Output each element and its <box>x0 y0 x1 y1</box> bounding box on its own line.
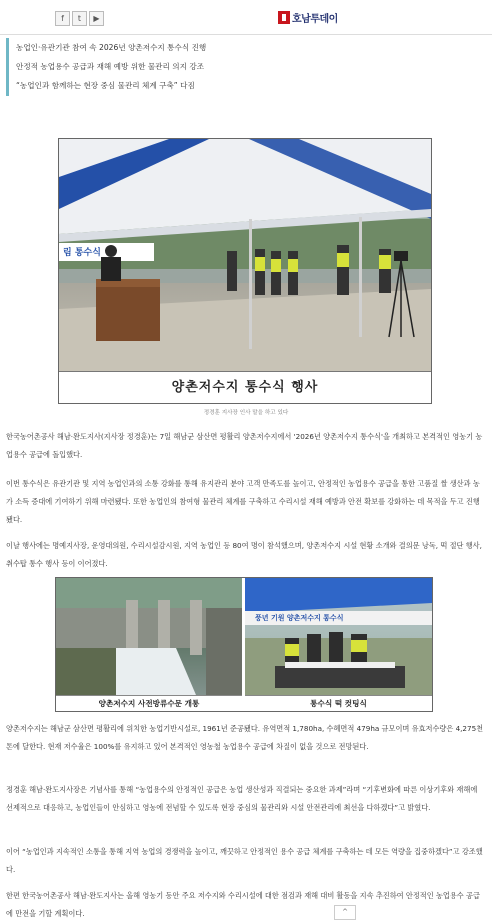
article-paragraph: 정경훈 해남·완도지사장은 기념사를 통해 “농업용수의 안정적인 공급은 농업 생산성과 직결되는 중요한 과제”라며 “기후변화에 따른 이상기후와 재해에 선제적으로 대응하고, 농업인들이 안심하고 영농에 전념할 수 있도록 현장 중심의 물관리와 시설 안전관리에 최선을 다하겠다”고 밝혔다. <box>6 785 478 812</box>
summary-line: 안정적 농업용수 공급과 재해 예방 위한 물관리 의지 강조 <box>16 62 205 71</box>
photo-title-band: 양촌저수지 통수식 행사 <box>59 371 431 404</box>
secondary-photo <box>55 577 433 712</box>
tent-banner-text: 림 통수식 <box>63 248 101 258</box>
logo-text: 호남투데이 <box>292 14 338 25</box>
summary-line: “농업인과 함께하는 현장 중심 물관리 체계 구축” 다짐 <box>16 81 195 90</box>
cake-cutting-photo <box>245 578 432 695</box>
logo-mark-icon <box>278 11 290 24</box>
main-photo <box>58 138 432 404</box>
photo-caption: 정경훈 지사장 인사 말을 하고 있다 <box>203 410 289 416</box>
article-paragraph: 이어 “농업인과 지속적인 소통을 통해 지역 농업의 경쟁력을 높이고, 깨끗하고 안정적인 용수 공급 체계를 구축하는 데 모든 역량을 집중하겠다”고 강조했다. <box>6 847 483 874</box>
top-bar <box>0 0 492 35</box>
article-paragraph: 양촌저수지는 해남군 삼산면 평활리에 위치한 농업기반시설로, 1961년 준공됐다. 유역면적 1,780ha, 수혜면적 479ha 규모이며 유효저수량은 4,275천톤에 달한다. 현재 저수율은 100%를 유지하고 있어 본격적인 영농철 농업용수 공급에 차질이 없을 것으로 전망된다. <box>6 724 484 751</box>
summary-line: 농업인·유관기관 참여 속 2026년 양촌저수지 통수식 진행 <box>16 43 207 52</box>
youtube-icon[interactable]: ▶ <box>89 11 104 26</box>
scroll-to-top-button[interactable]: ^ <box>334 905 356 920</box>
photo-scene <box>59 139 431 371</box>
article-paragraph: 이번 통수식은 유관기관 및 지역 농업인과의 소통 강화를 통해 유지관리 분야 고객 만족도를 높이고, 안정적인 농업용수 공급을 통한 고품질 쌀 생산과 농가 소득 증대에 기여하기 위해 마련됐다. 또한 농업인의 참여형 물관리 체계를 구축하고 수리시설 재해 예방과 안전 확보를 강화하는 데 목적을 두고 진행됐다. <box>6 479 480 524</box>
photo-caption-left: 양촌저수지 사전방류수문 개통 <box>56 695 242 712</box>
photo-caption-right: 통수식 떡 컷팅식 <box>245 695 432 712</box>
article-paragraph: 이날 행사에는 명예지사장, 운영대의원, 수리시설감시원, 지역 농업인 등 80여 명이 참석했으며, 양촌저수지 시설 현황 소개와 결의문 낭독, 떡 절단 행사, 취수탑 통수 행사 등이 이어졌다. <box>6 541 482 568</box>
article-summary <box>6 38 487 96</box>
article-paragraph: 한국농어촌공사 해남·완도지사(지사장 정경훈)는 7일 해남군 삼산면 평활리 양촌저수지에서 '2026년 양촌저수지 통수식'을 개최하고 본격적인 영농기 농업용수 공급에 돌입했다. <box>6 432 483 459</box>
facebook-icon[interactable]: f <box>55 11 70 26</box>
article-paragraph: 한편 한국농어촌공사 해남·완도지사는 올해 영농기 동안 주요 저수지와 수리시설에 대한 점검과 재해 대비 활동을 지속 추진하여 안정적인 농업용수 공급에 만전을 기할 계획이다. <box>6 891 480 918</box>
tent-banner-text: 풍년 기원 양촌저수지 통수식 <box>255 614 344 622</box>
spillway-photo <box>56 578 242 695</box>
twitter-icon[interactable]: t <box>72 11 87 26</box>
site-logo[interactable] <box>278 10 338 25</box>
